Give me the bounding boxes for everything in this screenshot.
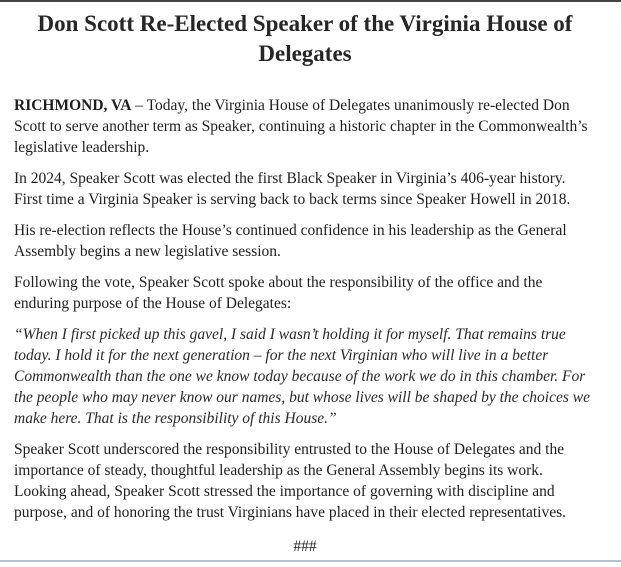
top-border-rule (0, 0, 621, 2)
paragraph-confidence: His re-election reflects the House’s continued confidence in his leadership as the General Assembly begins a new legislative session. (14, 222, 567, 260)
bottom-border-rule (0, 560, 621, 562)
dateline: RICHMOND, VA (14, 97, 132, 114)
end-mark: ### (293, 538, 317, 555)
paragraph-following-vote: Following the vote, Speaker Scott spoke about the responsibility of the office and the enduring purpose of the House of Delegates: (14, 274, 543, 312)
closing-paragraph: Speaker Scott underscored the responsibility entrusted to the House of Delegates and the importance of steady, thoughtful leadership as the General Assembly begins its work. Looking ahead, Speaker Scott stressed the importance of governing with discipline and purpose, and of honoring the trust Virginians have placed in their elected representatives. (14, 441, 567, 521)
lead-paragraph (14, 95, 596, 158)
speaker-quote-paragraph: “When I first picked up this gavel, I said I wasn’t holding it for myself. That remains true today. I hold it for the next generation – for the next Virginian who will live in a better Commonwealth than the one we know today because of the work we do in this chamber. For the people who may never know our names, but whose lives will be shaped by the choices we make here. That is the responsibility of this House.” (14, 326, 590, 427)
lead-paragraph-text: – Today, the Virginia House of Delegates unanimously re-elected Don Scott to serve another term as Speaker, continuing a historic chapter in the Commonwealth’s legislative leadership. (14, 97, 588, 156)
paragraph-history: In 2024, Speaker Scott was elected the first Black Speaker in Virginia’s 406-year history. First time a Virginia Speaker is serving back to back terms since Speaker Howell in 2018. (14, 170, 571, 208)
page-title: Don Scott Re-Elected Speaker of the Virginia House of Delegates (37, 11, 573, 66)
